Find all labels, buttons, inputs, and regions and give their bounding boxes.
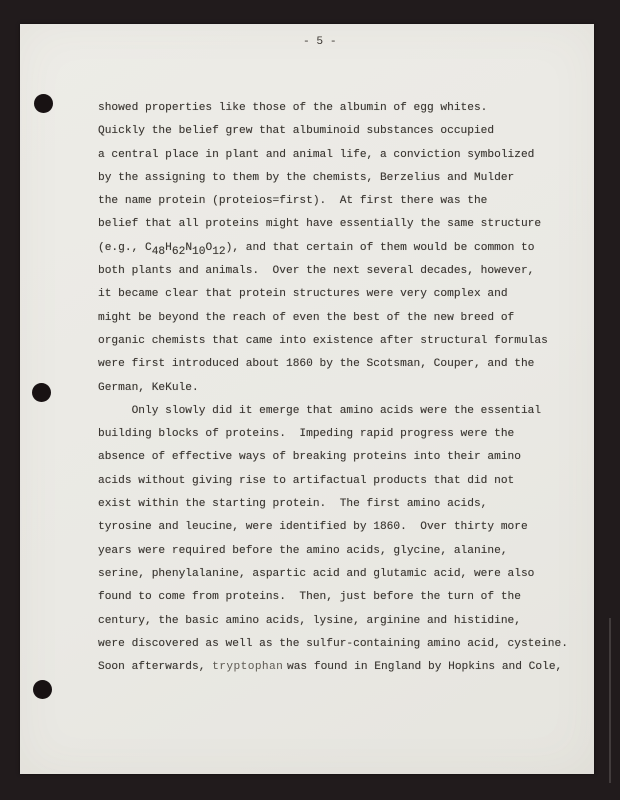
text-line: [98, 516, 568, 539]
text-segment: a central place in plant and animal life, a conviction symbolized: [98, 148, 535, 161]
text-segment: found to come from proteins. Then, just before the turn of the: [98, 591, 521, 604]
subscript-text: 10: [192, 246, 206, 259]
text-segment: tyrosine and leucine, were identified by 1860. Over thirty more: [98, 521, 528, 534]
text-line: [98, 540, 568, 563]
text-line: [98, 563, 568, 586]
text-line: [98, 586, 568, 609]
text-segment: German, KeKule.: [98, 381, 199, 394]
text-segment: Soon afterwards,: [98, 661, 213, 674]
text-line: [98, 377, 568, 400]
punch-hole-top: [34, 94, 53, 113]
document-page: [20, 24, 594, 774]
text-segment: years were required before the amino acids, glycine, alanine,: [98, 544, 508, 557]
punch-hole-middle: [32, 383, 51, 402]
text-line: [98, 190, 568, 213]
text-line: [98, 423, 568, 446]
text-line: [98, 120, 568, 143]
text-line: [98, 260, 568, 283]
text-segment: organic chemists that came into existence after structural formulas: [98, 334, 548, 347]
text-line: [98, 493, 568, 516]
text-line: [98, 330, 568, 353]
text-line: [98, 353, 568, 376]
text-line: [98, 470, 568, 493]
text-line: [98, 400, 568, 423]
text-segment: belief that all proteins might have essentially the same structure: [98, 218, 542, 231]
text-segment: by the assigning to them by the chemists, Berzelius and Mulder: [98, 171, 515, 184]
text-line: [98, 97, 568, 120]
subscript-text: 48: [151, 246, 166, 259]
text-segment: N: [185, 241, 193, 254]
inserted-word: tryptophan: [212, 661, 284, 674]
text-line: [98, 656, 568, 679]
text-line: [98, 307, 568, 330]
text-segment: both plants and animals. Over the next several decades, however,: [98, 265, 535, 278]
text-segment: Only slowly did it emerge that amino acids were the essential: [98, 404, 542, 417]
text-line: [98, 167, 568, 190]
text-line: [98, 283, 568, 306]
text-segment: acids without giving rise to artifactual products that did not: [98, 474, 515, 487]
text-segment: O: [205, 241, 213, 254]
text-segment: building blocks of proteins. Impeding rapid progress were the: [98, 428, 515, 441]
text-line: [98, 610, 568, 633]
text-segment: serine, phenylalanine, aspartic acid and glutamic acid, were also: [98, 567, 535, 580]
text-segment: H: [165, 241, 172, 254]
text-segment: ), and that certain of them would be common to: [225, 241, 535, 254]
text-segment: exist within the starting protein. The first amino acids,: [98, 498, 488, 511]
text-line: [98, 237, 568, 260]
text-line: [98, 446, 568, 469]
subscript-text: 62: [171, 246, 186, 259]
text-segment: were discovered as well as the sulfur-containing amino acid, cysteine.: [98, 637, 568, 650]
text-segment: Quickly the belief grew that albuminoid substances occupied: [98, 125, 495, 138]
subscript-text: 12: [212, 246, 226, 259]
page-number: - 5 -: [303, 36, 337, 48]
text-segment: were first introduced about 1860 by the Scotsman, Couper, and the: [98, 358, 535, 371]
document-text: [98, 97, 568, 679]
text-segment: absence of effective ways of breaking proteins into their amino: [98, 451, 521, 464]
text-segment: showed properties like those of the albumin of egg whites.: [98, 102, 488, 114]
text-segment: was found in England by Hopkins and Cole,: [280, 661, 563, 674]
text-line: [98, 144, 568, 167]
paper-edge-highlight: [609, 618, 611, 783]
text-line: [98, 633, 568, 656]
text-segment: (e.g., C: [98, 241, 152, 254]
text-segment: it became clear that protein structures were very complex and: [98, 288, 508, 301]
text-segment: century, the basic amino acids, lysine, arginine and histidine,: [98, 614, 521, 627]
punch-hole-bottom: [33, 680, 52, 699]
text-line: [98, 213, 568, 236]
text-segment: the name protein (proteios=first). At first there was the: [98, 195, 488, 208]
text-segment: might be beyond the reach of even the best of the new breed of: [98, 311, 515, 324]
